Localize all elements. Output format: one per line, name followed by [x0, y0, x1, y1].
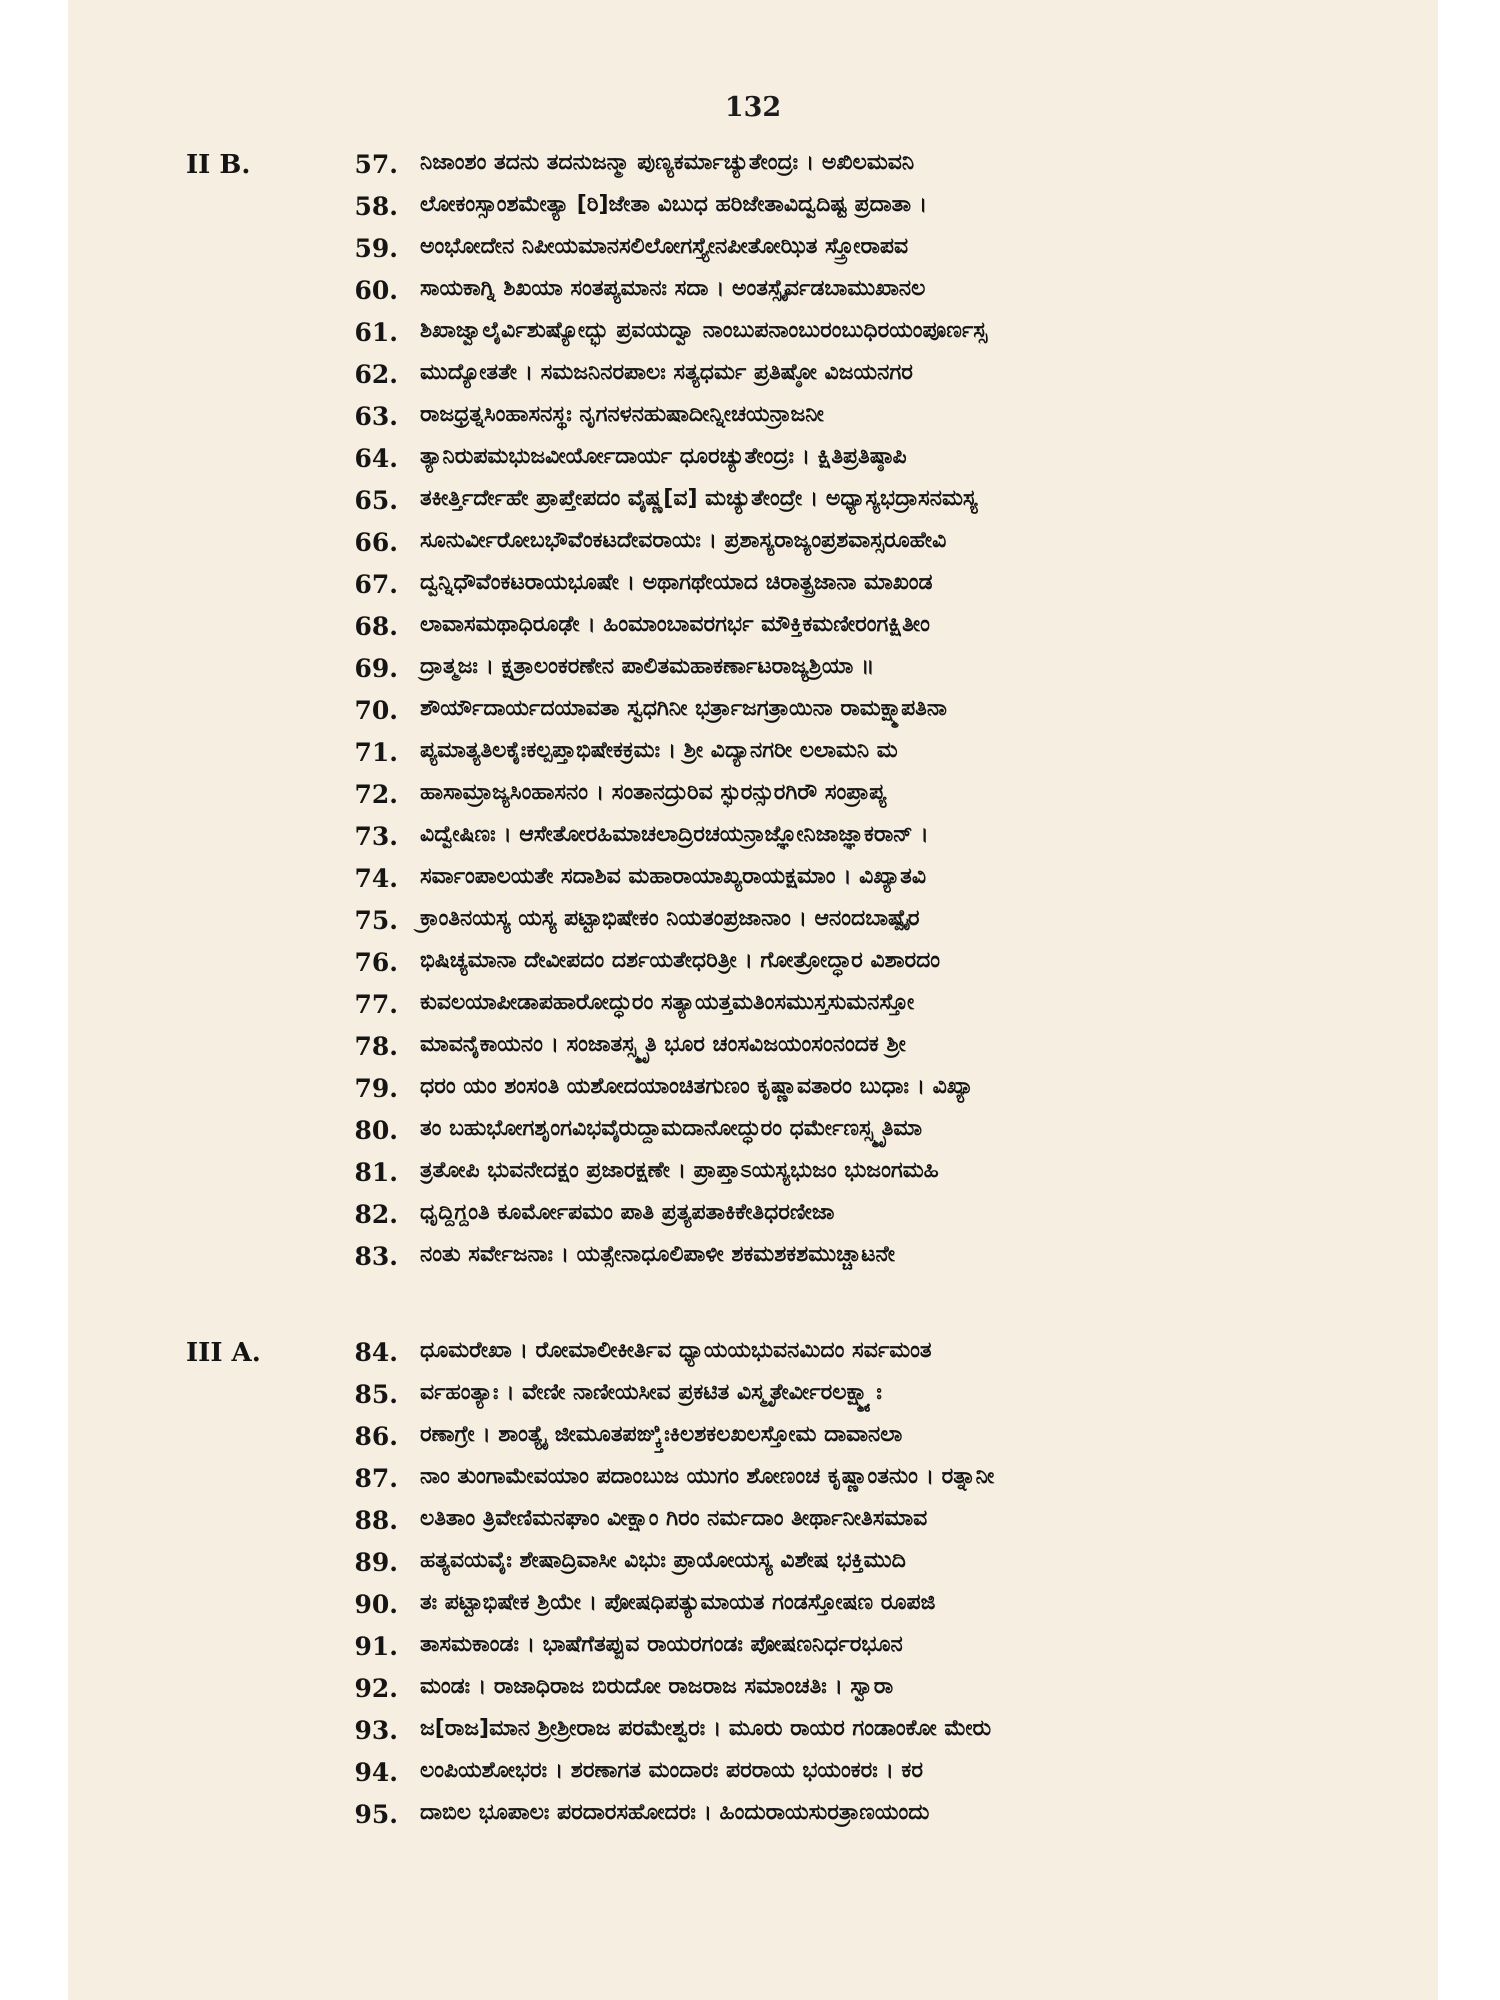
text-line	[68, 1800, 1438, 1840]
text-line	[68, 864, 1438, 904]
page-number: 132	[724, 92, 782, 123]
line-text: ದಾಬಿಲ ಭೂಪಾಲಃ ಪರದಾರಸಹೋದರಃ । ಹಿಂದುರಾಯಸುರತ್ರಾಣಯಂದು	[420, 1800, 930, 1825]
text-line	[68, 150, 1438, 190]
line-text: ಮುದ್ಯೋತತೇ । ಸಮಜನಿನರಪಾಲಃ ಸತ್ಯಧರ್ಮ ಪ್ರತಿಷ್ಠೋ ವಿಜಯನಗರ	[420, 360, 913, 385]
line-number: 92.	[354, 1674, 398, 1703]
line-number: 79.	[354, 1074, 398, 1103]
line-number: 67.	[354, 570, 398, 599]
line-number: 81.	[354, 1158, 398, 1187]
text-line	[68, 1338, 1438, 1378]
line-number: 63.	[354, 402, 398, 431]
document-page	[68, 0, 1438, 2000]
line-text: ಲಂಪಿಯಶೋಭರಃ । ಶರಣಾಗತ ಮಂದಾರಃ ಪರರಾಯ ಭಯಂಕರಃ । ಕರ	[420, 1758, 923, 1783]
line-text: ಧರಂ ಯಂ ಶಂಸಂತಿ ಯಶೋದಯಾಂಚಿತಗುಣಂ ಕೃಷ್ಣಾವತಾರಂ ಬುಧಾಃ । ವಿಖ್ಯಾ	[420, 1074, 974, 1099]
line-number: 62.	[354, 360, 398, 389]
line-number: 77.	[354, 990, 398, 1019]
line-number: 68.	[354, 612, 398, 641]
line-number: 57.	[354, 150, 398, 179]
line-number: 66.	[354, 528, 398, 557]
line-number: 74.	[354, 864, 398, 893]
text-line	[68, 360, 1438, 400]
text-line	[68, 528, 1438, 568]
line-text: ಸಾಯಕಾಗ್ನಿ ಶಿಖಯಾ ಸಂತಪ್ಯಮಾನಃ ಸದಾ । ಅಂತಸ್ಸೈರ್ವಡಬಾಮುಖಾನಲ	[420, 276, 926, 301]
line-number: 75.	[354, 906, 398, 935]
line-number: 93.	[354, 1716, 398, 1745]
text-line	[68, 1506, 1438, 1546]
line-text: ನಿಜಾಂಶಂ ತದನು ತದನುಜನ್ಮಾ ಪುಣ್ಯಕರ್ಮಾಚ್ಯುತೇಂದ್ರಃ । ಅಖಿಲಮವನಿ	[420, 150, 915, 175]
text-line	[68, 1074, 1438, 1114]
line-text: ಜ[ರಾಜ]ಮಾನ ಶ್ರೀಶ್ರೀರಾಜ ಪರಮೇಶ್ವರಃ । ಮೂರು ರಾಯರ ಗಂಡಾಂಕೋ ಮೇರು	[420, 1716, 992, 1741]
line-text: ಶಿಖಾಜ್ವಾಲೈರ್ವಿಶುಷ್ಯೋದ್ಭು ಪ್ರವಯದ್ವಾ ನಾಂಬುಪನಾಂಬುರಂಬುಧಿರಯಂಪೂರ್ಣಸ್ಸ	[420, 318, 988, 343]
line-number: 69.	[354, 654, 398, 683]
text-line	[68, 1590, 1438, 1630]
line-number: 83.	[354, 1242, 398, 1271]
line-text: ತಂ ಬಹುಭೋಗಶೃಂಗವಿಭವೈರುದ್ದಾಮದಾನೋದ್ಧುರಂ ಧರ್ಮೇಣಸ್ಸ್ಮೃತಿಮಾ	[420, 1116, 923, 1141]
text-line	[68, 780, 1438, 820]
line-text: ಭಿಷಿಚ್ಯಮಾನಾ ದೇವೀಪದಂ ದರ್ಶಯತೇಧರಿತ್ರೀ । ಗೋತ್ರೋದ್ಧಾರ ವಿಶಾರದಂ	[420, 948, 941, 973]
line-number: 87.	[354, 1464, 398, 1493]
line-number: 78.	[354, 1032, 398, 1061]
line-number: 61.	[354, 318, 398, 347]
text-line	[68, 948, 1438, 988]
line-number: 94.	[354, 1758, 398, 1787]
line-text: ಲಾವಾಸಮಥಾಧಿರೂಢೇ । ಹಿಂಮಾಂಬಾವರಗರ್ಭ ಮೌಕ್ತಿಕಮಣೀರಂಗಕ್ಷಿತೀಂ	[420, 612, 930, 637]
line-text: ತ್ಯಾನಿರುಪಮಭುಜವೀರ್ಯೋದಾರ್ಯ ಧೂರಚ್ಯುತೇಂದ್ರಃ । ಕ್ಷಿತಿಪ್ರತಿಷ್ಠಾಪಿ	[420, 444, 907, 469]
text-line	[68, 234, 1438, 274]
line-text: ನಂತು ಸರ್ವೇಜನಾಃ । ಯತ್ಸೇನಾಧೂಲಿಪಾಳೀ ಶಕಮಶಕಶಮುಚ್ಚಾಟನೇ	[420, 1242, 895, 1267]
line-number: 89.	[354, 1548, 398, 1577]
text-line	[68, 1758, 1438, 1798]
line-number: 85.	[354, 1380, 398, 1409]
text-line	[68, 990, 1438, 1030]
text-line	[68, 1032, 1438, 1072]
line-text: ಲತಿತಾಂ ತ್ರಿವೇಣಿಮನಘಾಂ ವೀಕ್ಷಾಂ ಗಿರಂ ನರ್ಮದಾಂ ತೀರ್ಥಾನೀತಿಸಮಾವ	[420, 1506, 928, 1531]
text-line	[68, 696, 1438, 736]
line-text: ವಿದ್ವೇಷಿಣಃ । ಆಸೇತೋರಹಿಮಾಚಲಾದ್ರಿರಚಯನ್ರಾಜ್ಞೋನಿಜಾಜ್ಞಾಕರಾನ್ ।	[420, 822, 929, 847]
line-number: 76.	[354, 948, 398, 977]
line-number: 95.	[354, 1800, 398, 1829]
text-line	[68, 402, 1438, 442]
text-line	[68, 822, 1438, 862]
line-text: ತಕೀರ್ತ್ತಿರ್ದೇಹೇ ಪ್ರಾಪ್ತೇಪದಂ ವೈಷ್ಣ[ವ] ಮಚ್ಯುತೇಂದ್ರೇ । ಅಧ್ಯಾಸ್ಯಭದ್ರಾಸನಮಸ್ಯ	[420, 486, 978, 511]
line-text: ಮಾವನೈಕಾಯನಂ । ಸಂಜಾತಸ್ಸ್ಮೃತಿ ಭೂರ ಚಂಸವಿಜಯಂಸಂನಂದಕ ಶ್ರೀ	[420, 1032, 906, 1057]
text-line	[68, 1116, 1438, 1156]
text-line	[68, 486, 1438, 526]
line-text: ನಾಂ ತುಂಗಾಮೇವಯಾಂ ಪದಾಂಬುಜ ಯುಗಂ ಶೋಣಂಚ ಕೃಷ್ಣಾಂತನುಂ । ರತ್ನಾನೀ	[420, 1464, 995, 1489]
line-number: 91.	[354, 1632, 398, 1661]
line-number: 65.	[354, 486, 398, 515]
line-text: ತಃ ಪಟ್ಟಾಭಿಷೇಕ ಶ್ರಿಯೇ । ಪೋಷಧಿಪತ್ಯುಮಾಯತ ಗಂಡಸ್ತೋಷಣ ರೂಪಜಿ	[420, 1590, 936, 1615]
section-label: II B.	[186, 150, 251, 180]
line-text: ತಾಸಮಕಾಂಡಃ । ಭಾಷೆಗೆತಪ್ಪುವ ರಾಯರಗಂಡಃ ಪೋಷಣನಿರ್ಧರಭೂನ	[420, 1632, 903, 1657]
line-text: ರ್ವಹಂತ್ಯಾಃ । ವೇಣೀ ನಾಣೀಯಸೀವ ಪ್ರಕಟಿತ ವಿಸ್ಮೃತೇರ್ವೀರಲಕ್ಷ್ಮ್ಯಾಃ	[420, 1380, 882, 1405]
line-number: 80.	[354, 1116, 398, 1145]
text-line	[68, 1548, 1438, 1588]
text-line	[68, 276, 1438, 316]
line-text: ಸೂನುರ್ವೀರೋಬಭೌವೆಂಕಟದೇವರಾಯಃ । ಪ್ರಶಾಸ್ಯರಾಜ್ಯಂಪ್ರಶವಾಸ್ಸರೂಹೇವಿ	[420, 528, 947, 553]
line-text: ಕುವಲಯಾಪೀಡಾಪಹಾರೋದ್ಧುರಂ ಸತ್ಯಾಯತ್ತಮತಿಂಸಮುಸ್ತಸುಮನಸ್ತೋ	[420, 990, 915, 1015]
line-text: ದ್ರಾತ್ಮಜಃ । ಕ್ಷತ್ರಾಲಂಕರಣೇನ ಪಾಲಿತಮಹಾಕರ್ಣಾಟರಾಜ್ಯಶ್ರಿಯಾ ॥	[420, 654, 875, 679]
text-line	[68, 1632, 1438, 1672]
text-line	[68, 1380, 1438, 1420]
line-text: ಧೂಮರೇಖಾ । ರೋಮಾಲೀಕೀರ್ತಿವ ಧ್ಯಾಯಯಭುವನಮಿದಂ ಸರ್ವಮಂತ	[420, 1338, 932, 1363]
line-text: ಕ್ರಾಂತಿನಯಸ್ಯ ಯಸ್ಯ ಪಟ್ಟಾಭಿಷೇಕಂ ನಿಯತಂಪ್ರಜಾನಾಂ । ಆನಂದಬಾಷ್ಪೈರ	[420, 906, 920, 931]
line-number: 70.	[354, 696, 398, 725]
text-line	[68, 1200, 1438, 1240]
line-number: 86.	[354, 1422, 398, 1451]
line-number: 58.	[354, 192, 398, 221]
text-line	[68, 318, 1438, 358]
line-text: ಹಾಸಾಮ್ರಾಜ್ಯಸಿಂಹಾಸನಂ । ಸಂತಾನದ್ರುರಿವ ಸ್ಫುರನ್ಸುರಗಿರೌ ಸಂಪ್ರಾಪ್ಯ	[420, 780, 887, 805]
line-number: 72.	[354, 780, 398, 809]
text-line	[68, 906, 1438, 946]
line-text: ತ್ರತೋಪಿ ಭುವನೇದಕ್ಷಂ ಪ್ರಜಾರಕ್ಷಣೇ । ಪ್ರಾಪ್ತಾಽಯಸ್ಯಭುಜಂ ಭುಜಂಗಮಹಿ	[420, 1158, 939, 1183]
line-number: 71.	[354, 738, 398, 767]
text-line	[68, 738, 1438, 778]
text-line	[68, 654, 1438, 694]
line-text: ರಣಾಗ್ರೇ । ಶಾಂತ್ಯೈ ಜೀಮೂತಪಙ್ಕ್ತಿಃಕಿಲಶಕಲಖಲಸ್ತೋಮ ದಾವಾನಲಾ	[420, 1422, 903, 1447]
line-text: ಲೋಕಂಸ್ಸಾಂಶಮೇತ್ಯಾ [ರಿ]ಜೇತಾ ವಿಬುಧ ಹರಿಜೇತಾವಿದ್ವದಿಷ್ಟ ಪ್ರದಾತಾ ।	[420, 192, 928, 217]
text-line	[68, 1464, 1438, 1504]
text-line	[68, 1158, 1438, 1198]
line-number: 90.	[354, 1590, 398, 1619]
text-line	[68, 1716, 1438, 1756]
text-line	[68, 1674, 1438, 1714]
line-text: ಶೌರ್ಯೌದಾರ್ಯದಯಾವತಾ ಸ್ವಧಗಿನೀ ಭರ್ತ್ರಾಜಗತ್ರಾಯಿನಾ ರಾಮಕ್ಷ್ಮಾಪತಿನಾ	[420, 696, 947, 721]
text-line	[68, 1422, 1438, 1462]
line-text: ಸರ್ವಾಂಪಾಲಯತೇ ಸದಾಶಿವ ಮಹಾರಾಯಾಖ್ಯರಾಯಕ್ಷಮಾಂ । ವಿಖ್ಯಾತವಿ	[420, 864, 927, 889]
line-number: 59.	[354, 234, 398, 263]
line-text: ಪ್ಯಮಾತ್ಯತಿಲಕೈಃಕಲ್ಪಪ್ತಾಭಿಷೇಕಕ್ರಮಃ । ಶ್ರೀ ವಿದ್ಯಾನಗರೀ ಲಲಾಮನಿ ಮ	[420, 738, 898, 763]
text-line	[68, 192, 1438, 232]
text-line	[68, 570, 1438, 610]
line-number: 88.	[354, 1506, 398, 1535]
line-number: 73.	[354, 822, 398, 851]
text-line	[68, 1242, 1438, 1282]
line-text: ಅಂಭೋದೇನ ನಿಪೀಯಮಾನಸಲಿಲೋಗಸ್ತ್ಯೇನಪೀತೋಝಿತ ಸ್ತ್ರೋರಾಪವ	[420, 234, 909, 259]
text-line	[68, 444, 1438, 484]
line-number: 84.	[354, 1338, 398, 1367]
text-line	[68, 612, 1438, 652]
line-number: 64.	[354, 444, 398, 473]
line-text: ಧೃದ್ದಿಗ್ದಂತಿ ಕೂರ್ಮೋಪಮಂ ಪಾತಿ ಪ್ರತ್ಯಪತಾಕಿಕೇತಿಧರಣೀಜಾ	[420, 1200, 835, 1225]
line-text: ರಾಜಧ್ರತ್ನಸಿಂಹಾಸನಸ್ಥಃ ನೃಗನಳನಹುಷಾದೀನ್ನೀಚಯನ್ರಾಜನೀ	[420, 402, 824, 427]
line-number: 82.	[354, 1200, 398, 1229]
line-text: ಮಂಡಃ । ರಾಜಾಧಿರಾಜ ಬಿರುದೋ ರಾಜರಾಜ ಸಮಾಂಚತಿಃ । ಸ್ವಾರಾ	[420, 1674, 894, 1699]
line-text: ದ್ವನ್ನಿಧೌವೆಂಕಟರಾಯಭೂಷೇ । ಅಥಾಗಥೇಯಾದ ಚಿರಾತ್ಪ್ರಜಾನಾ ಮಾಖಂಡ	[420, 570, 933, 595]
line-number: 60.	[354, 276, 398, 305]
line-text: ಹತ್ಯವಯವೈಃ ಶೇಷಾದ್ರಿವಾಸೀ ವಿಭುಃ ಪ್ರಾಯೋಯಸ್ಯ ವಿಶೇಷ ಭಕ್ತಿಮುದಿ	[420, 1548, 906, 1573]
section-label: III A.	[186, 1338, 261, 1368]
